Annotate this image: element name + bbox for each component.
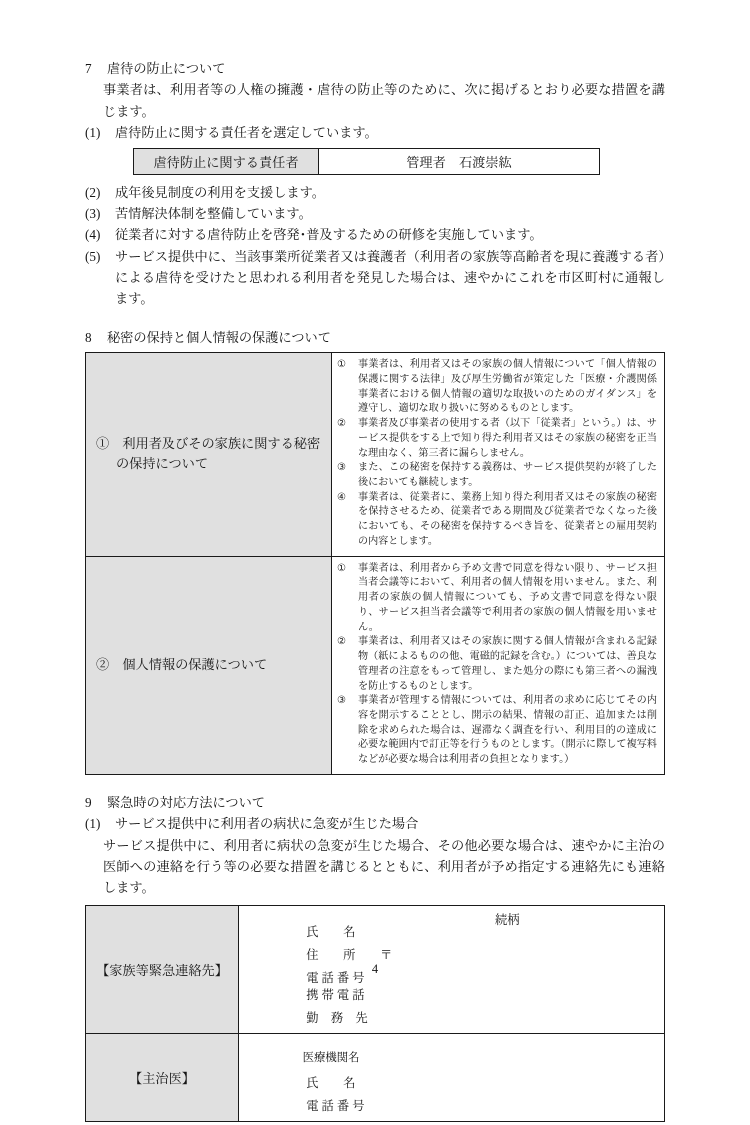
list-text: 事業者及び事業者の使用する者（以下「従業者」という。）は、サービス提供をする上で知り得た利用者又はその家族の秘密を正当な理由なく、第三者に漏らしません。: [358, 418, 657, 459]
section-7-item-3-label: (3): [85, 205, 101, 221]
privacy-row-1-content: [332, 353, 665, 557]
privacy-row-1-label-text: ① 利用者及びその家族に関する秘密の保持について: [96, 435, 321, 472]
list-text: また、この秘密を保持する義務は、サービス提供契約が終了した後においても継続します。: [358, 462, 657, 488]
section-9: [85, 792, 665, 1122]
section-7-item-1-text: 虐待防止に関する責任者を選定しています。: [115, 125, 378, 141]
field-doctor-phone-row: [257, 1088, 664, 1114]
field-doctor-name-row: [257, 1065, 664, 1091]
field-label-doctor-name: 氏 名: [306, 1076, 356, 1091]
section-8: [85, 327, 665, 775]
section-7-item-1-label: (1): [85, 125, 101, 141]
section-7-item-2-label: (2): [85, 184, 101, 200]
list-text: 事業者は、従業者に、業務上知り得た利用者又はその家族の秘密を保持させるため、従業者である期間及び従業者でなくなった後においても、その秘密を保持するべき旨を、従業者との雇用契約の内容とします。: [358, 491, 657, 547]
section-8-title: 秘密の保持と個人情報の保護について: [107, 329, 331, 345]
field-label-institution: 医療機関名: [302, 1052, 360, 1065]
privacy-row-1-list: [337, 358, 657, 550]
section-7-number: 7: [85, 61, 92, 76]
spacer: [85, 310, 665, 327]
section-7-item-2: [85, 182, 665, 203]
section-7-item-3: [85, 203, 665, 224]
privacy-table: [85, 352, 665, 775]
field-label-phone: 電 話 番 号: [306, 971, 365, 986]
section-7-title: 虐待の防止について: [107, 61, 226, 76]
list-marker: ①: [337, 359, 347, 371]
section-9-title: 緊急時の対応方法について: [107, 794, 265, 810]
section-9-number: 9: [85, 794, 92, 810]
list-marker: ③: [337, 462, 347, 474]
privacy-row-1-label: [86, 353, 332, 557]
spacer: [85, 775, 665, 792]
field-workplace-row: [257, 1000, 664, 1026]
privacy-row-2-label: [86, 556, 332, 774]
section-9-sub-label: (1): [85, 816, 101, 832]
field-label-relationship: 続柄: [495, 912, 520, 927]
list-marker: ④: [337, 491, 347, 503]
section-7-item-1: [85, 122, 665, 143]
list-text: 事業者は、利用者又はその家族に関する個人情報が含まれる記録物（紙によるものの他、電磁的記録を含む。）については、善良な管理者の注意をもって管理し、また処分の際にも第三者への漏洩を防止するものとします。: [358, 636, 657, 692]
privacy-row-2-list: [337, 562, 657, 768]
section-7-item-4: [85, 224, 665, 245]
table-row: [134, 148, 600, 174]
privacy-row-2-label-text: ② 個人情報の保護について: [96, 657, 268, 673]
table-row: [86, 353, 665, 557]
list-marker: ②: [337, 636, 347, 648]
list-item: [337, 562, 657, 636]
list-item: [337, 461, 657, 490]
field-label-doctor-phone: 電 話 番 号: [306, 1099, 365, 1114]
page-number: 4: [371, 962, 379, 976]
list-item: [337, 694, 657, 768]
list-text: 事業者は、利用者から予め文書で同意を得ない限り、サービス担当者会議等において、利用者の個人情報を用いません。また、利用者の家族の個人情報についても、予め文書で同意を得ない限り、サービス担当者会議等で利用者の家族の個人情報を用いません。: [358, 562, 657, 633]
list-item: [337, 417, 657, 461]
section-7-item-4-label: (4): [85, 227, 101, 243]
field-label-mobile: 携 帯 電 話: [306, 988, 365, 1003]
list-marker: ①: [337, 562, 347, 574]
family-emergency-contact-label: 【家族等緊急連絡先】: [86, 905, 239, 1033]
emergency-contact-table: [85, 905, 665, 1122]
field-address-row: [257, 937, 664, 963]
list-marker: ③: [337, 695, 347, 707]
field-institution-row: [257, 1042, 664, 1065]
list-item: [337, 491, 657, 550]
privacy-row-2-content: [332, 556, 665, 774]
field-label-address: 住 所 〒: [306, 948, 393, 963]
section-7-item-4-text: 従業者に対する虐待防止を啓発･普及するための研修を実施しています。: [115, 227, 543, 243]
field-name-row: [257, 912, 664, 940]
section-7-item-3-text: 苦情解決体制を整備しています。: [115, 205, 312, 221]
responsible-person-value: 管理者 石渡崇紘: [319, 148, 600, 174]
field-label-name: 氏 名: [306, 925, 356, 940]
section-7: [85, 58, 665, 310]
section-9-sub-heading: [85, 813, 665, 834]
list-text: 事業者が管理する情報については、利用者の求めに応じてその内容を開示することとし、開示の結果、情報の訂正、追加または削除を求められた場合は、遅滞なく調査を行い、利用目的の達成に必要な範囲内で訂正等を行うものとします。（開示に際して複写料などが必要な場合は利用者の負担となります。）: [358, 695, 657, 766]
spacer: [85, 175, 665, 182]
primary-doctor-label: 【主治医】: [86, 1033, 239, 1121]
list-marker: ②: [337, 418, 347, 430]
primary-doctor-fields: [239, 1033, 665, 1121]
section-8-heading: [85, 327, 665, 348]
list-text: 事業者は、利用者又はその家族の個人情報について「個人情報の保護に関する法律」及び厚生労働省が策定した「医療・介護関係事業者における個人情報の適切な取扱いのためのガイダンス」を遵守し、適切な取り扱いに努めるものとします。: [358, 359, 657, 415]
responsible-person-label: 虐待防止に関する責任者: [134, 148, 319, 174]
table-row: [86, 1033, 665, 1121]
field-label-workplace: 勤 務 先: [306, 1011, 368, 1026]
table-row: [86, 556, 665, 774]
section-8-number: 8: [85, 329, 92, 345]
section-9-body: サービス提供中に、利用者に病状の急変が生じた場合、その他必要な場合は、速やかに主治の医師への連絡を行う等の必要な措置を講じるとともに、利用者が予め指定する連絡先にも連絡します。: [103, 837, 665, 896]
section-7-item-5-label: (5): [85, 248, 101, 264]
section-7-intro: 事業者は、利用者等の人権の擁護・虐待の防止等のために、次に掲げるとおり必要な措置を講じます。: [103, 82, 665, 119]
field-mobile-row: [257, 977, 664, 1003]
section-9-sub-title: サービス提供中に利用者の病状に急変が生じた場合: [115, 816, 419, 832]
section-7-heading: [85, 58, 665, 79]
list-item: [337, 358, 657, 417]
section-7-item-5: [85, 246, 665, 310]
section-9-heading: [85, 792, 665, 813]
list-item: [337, 635, 657, 694]
section-7-item-2-text: 成年後見制度の利用を支援します。: [115, 184, 325, 200]
responsible-person-table: [133, 148, 600, 175]
section-7-item-5-text: サービス提供中に、当該事業所従業者又は養護者（利用者の家族等高齢者を現に養護する者）による虐待を受けたと思われる利用者を発見した場合は、速やかにこれを市区町村に通報します。: [115, 248, 665, 307]
